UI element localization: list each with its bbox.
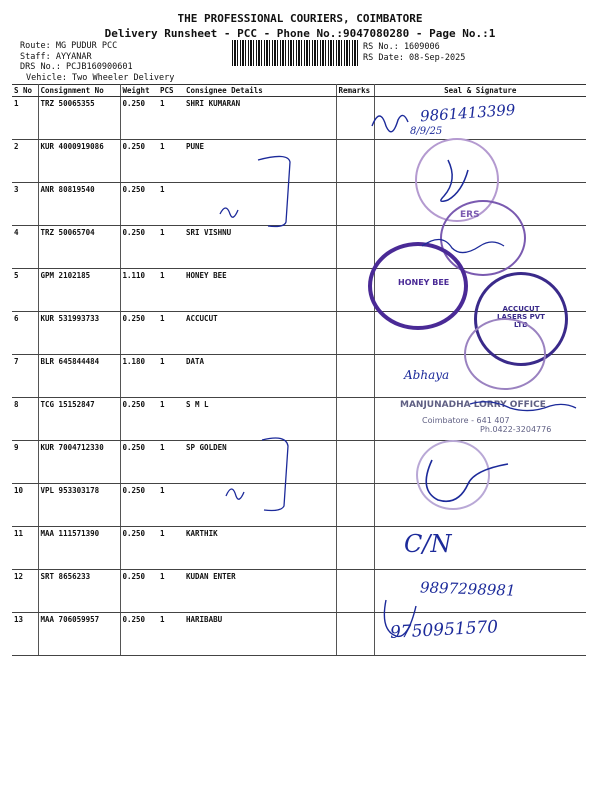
stamp-text: MANJUNADHA LORRY OFFICE <box>400 400 546 410</box>
cell-remarks <box>336 355 374 398</box>
cell-pcs: 1 <box>158 570 184 613</box>
cell-pcs: 1 <box>158 183 184 226</box>
handwritten-phone: 9750951570 <box>389 617 499 643</box>
cell-consignee: KUDAN ENTER <box>184 570 336 613</box>
vehicle-label: Vehicle: Two Wheeler Delivery <box>26 73 175 83</box>
cell-weight: 1.180 <box>120 355 158 398</box>
cell-pcs: 1 <box>158 484 184 527</box>
cell-consignee: DATA <box>184 355 336 398</box>
cell-pcs: 1 <box>158 226 184 269</box>
cell-consignee: S M L <box>184 398 336 441</box>
table-row <box>12 441 586 484</box>
col-sno: S No <box>12 85 38 97</box>
cell-consignment: ANR 80819540 <box>38 183 120 226</box>
seal-stamp <box>464 318 546 390</box>
cell-remarks <box>336 312 374 355</box>
col-weight: Weight <box>120 85 158 97</box>
handwritten-phone: 9897298981 <box>419 578 516 600</box>
cell-weight: 0.250 <box>120 527 158 570</box>
company-title: THE PROFESSIONAL COURIERS, COIMBATORE <box>177 12 423 25</box>
cell-consignment: KUR 531993733 <box>38 312 120 355</box>
col-consignee: Consignee Details <box>184 85 336 97</box>
stamp-text: HONEY BEE <box>398 278 450 287</box>
handwritten-cn: C/N <box>404 530 452 558</box>
barcode-icon <box>232 40 360 66</box>
cell-consignee: HARIBABU <box>184 613 336 656</box>
cell-remarks <box>336 140 374 183</box>
cell-consignment: KUR 4000919086 <box>38 140 120 183</box>
cell-remarks <box>336 183 374 226</box>
cell-remarks <box>336 613 374 656</box>
cell-consignment: KUR 7004712330 <box>38 441 120 484</box>
cell-weight: 1.110 <box>120 269 158 312</box>
cell-pcs: 1 <box>158 140 184 183</box>
col-consignment: Consignment No <box>38 85 120 97</box>
cell-sno: 1 <box>12 97 38 140</box>
cell-pcs: 1 <box>158 312 184 355</box>
cell-sno: 4 <box>12 226 38 269</box>
cell-remarks <box>336 441 374 484</box>
cell-sno: 9 <box>12 441 38 484</box>
cell-sno: 13 <box>12 613 38 656</box>
cell-weight: 0.250 <box>120 140 158 183</box>
cell-pcs: 1 <box>158 613 184 656</box>
cell-pcs: 1 <box>158 355 184 398</box>
cell-consignment: GPM 2102185 <box>38 269 120 312</box>
cell-consignee <box>184 183 336 226</box>
handwritten-name: Abhaya <box>404 368 450 382</box>
handwritten-date: 8/9/25 <box>410 126 443 137</box>
stamp-text: Ph.0422-3204776 <box>480 425 552 434</box>
handwritten-phone: 9861413399 <box>419 100 516 126</box>
cell-consignment: TRZ 50065355 <box>38 97 120 140</box>
stamp-text: Coimbatore - 641 407 <box>422 416 510 425</box>
cell-consignee: ACCUCUT <box>184 312 336 355</box>
cell-consignee: SHRI KUMARAN <box>184 97 336 140</box>
col-pcs: PCS <box>158 85 184 97</box>
cell-sno: 11 <box>12 527 38 570</box>
table-row <box>12 613 586 656</box>
table-row <box>12 140 586 183</box>
cell-pcs: 1 <box>158 527 184 570</box>
cell-consignee: HONEY BEE <box>184 269 336 312</box>
lorry-office-stamp <box>400 400 590 434</box>
rs-date: RS Date: 08-Sep-2025 <box>363 53 466 63</box>
drs-number: DRS No.: PCJB160900601 <box>20 62 133 72</box>
cell-sno: 6 <box>12 312 38 355</box>
honey-bee-stamp <box>368 242 468 330</box>
cell-pcs: 1 <box>158 97 184 140</box>
col-seal-signature: Seal & Signature <box>374 85 586 97</box>
cell-remarks <box>336 484 374 527</box>
cell-consignment: TRZ 50065704 <box>38 226 120 269</box>
table-row <box>12 484 586 527</box>
cell-pcs: 1 <box>158 441 184 484</box>
cell-sno: 2 <box>12 140 38 183</box>
staff-label: Staff: AYYANAR <box>20 52 92 62</box>
col-remarks: Remarks <box>336 85 374 97</box>
cell-sno: 10 <box>12 484 38 527</box>
cell-consignee: PUNE <box>184 140 336 183</box>
cell-consignee: SRI VISHNU <box>184 226 336 269</box>
cell-consignment: BLR 645844484 <box>38 355 120 398</box>
cell-consignment: SRT 8656233 <box>38 570 120 613</box>
cell-consignee <box>184 484 336 527</box>
cell-remarks <box>336 570 374 613</box>
cell-sno: 7 <box>12 355 38 398</box>
cell-consignment: TCG 15152847 <box>38 398 120 441</box>
cell-remarks <box>336 398 374 441</box>
cell-sno: 12 <box>12 570 38 613</box>
table-header-row <box>12 85 586 97</box>
cell-consignee: SP GOLDEN <box>184 441 336 484</box>
cell-weight: 0.250 <box>120 226 158 269</box>
route-label: Route: MG PUDUR PCC <box>20 41 118 51</box>
cell-weight: 0.250 <box>120 441 158 484</box>
cell-consignment: MAA 111571390 <box>38 527 120 570</box>
cell-remarks <box>336 527 374 570</box>
runsheet-subtitle: Delivery Runsheet - PCC - Phone No.:9047080280 - Page No.:1 <box>104 27 496 40</box>
stamp-text: ACCUCUT LASERS PVT LTD <box>497 305 545 329</box>
cell-consignment: VPL 953303178 <box>38 484 120 527</box>
cell-weight: 0.250 <box>120 97 158 140</box>
rs-number: RS No.: 1609006 <box>363 42 440 52</box>
table-row <box>12 527 586 570</box>
stamp-text: ERS <box>460 210 480 220</box>
cell-consignee: KARTHIK <box>184 527 336 570</box>
cell-consignment: MAA 706059957 <box>38 613 120 656</box>
cell-pcs: 1 <box>158 398 184 441</box>
cell-weight: 0.250 <box>120 398 158 441</box>
cell-weight: 0.250 <box>120 484 158 527</box>
cell-pcs: 1 <box>158 269 184 312</box>
cell-sno: 3 <box>12 183 38 226</box>
cell-weight: 0.250 <box>120 570 158 613</box>
cell-remarks <box>336 226 374 269</box>
cell-sno: 5 <box>12 269 38 312</box>
cell-weight: 0.250 <box>120 613 158 656</box>
cell-weight: 0.250 <box>120 312 158 355</box>
cell-remarks <box>336 97 374 140</box>
cell-weight: 0.250 <box>120 183 158 226</box>
seal-stamp <box>416 440 490 510</box>
cell-sno: 8 <box>12 398 38 441</box>
